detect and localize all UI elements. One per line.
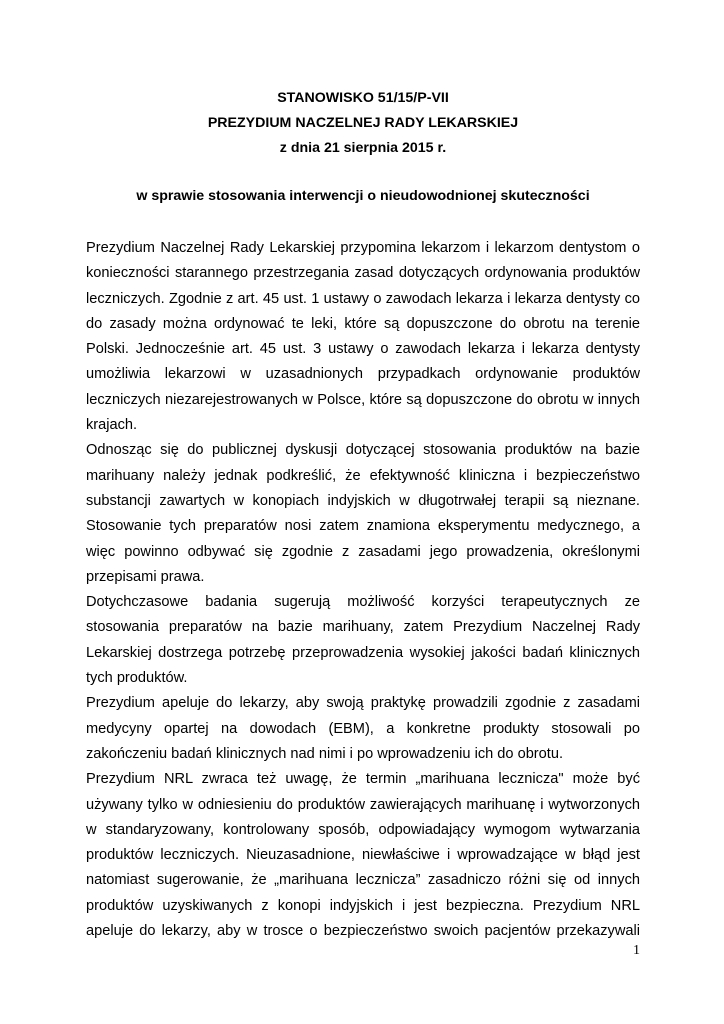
document-date: z dnia 21 sierpnia 2015 r. bbox=[279, 140, 447, 156]
body-line: apeluje do lekarzy, aby w trosce o bezpieczeństwo swoich pacjentów przekazywali bbox=[86, 923, 640, 940]
body-line: leczniczych niezarejestrowanych w Polsce, które są dopuszczone do obrotu w innych bbox=[86, 391, 640, 408]
document-header bbox=[86, 86, 640, 161]
body-line: zakończeniu badań klinicznych nad nimi i po wprowadzeniu ich do obrotu. bbox=[86, 745, 564, 762]
body-line: Dotychczasowe badania sugerują możliwość korzyści terapeutycznych ze bbox=[86, 594, 640, 611]
body-line: Lekarskiej dostrzega potrzebę przeprowadzenia wysokiej jakości badań klinicznych bbox=[86, 644, 640, 661]
body-line: krajach. bbox=[86, 417, 138, 434]
body-line: więc powinno odbywać się zgodnie z zasadami jego prowadzenia, określonymi bbox=[86, 543, 640, 560]
document-number: STANOWISKO 51/15/P-VII bbox=[277, 90, 449, 106]
body-line: Odnosząc się do publicznej dyskusji dotyczącej stosowania produktów na bazie bbox=[86, 442, 640, 459]
body-line: konieczności starannego przestrzegania zasad dotyczących ordynowania produktów bbox=[86, 265, 640, 282]
body-line: Prezydium Naczelnej Rady Lekarskiej przypomina lekarzom i lekarzom dentystom o bbox=[86, 240, 640, 256]
body-line: Stosowanie tych preparatów nosi zatem znamiona eksperymentu medycznego, a bbox=[86, 518, 640, 535]
body-line: produktów uzyskiwanych z konopi indyjskich i jest bezpieczna. Prezydium NRL bbox=[86, 897, 640, 914]
body-line: marihuany należy jednak podkreślić, że efektywność kliniczna i bezpieczeństwo bbox=[86, 467, 640, 484]
body-line: medycyny opartej na dowodach (EBM), a konkretne produkty stosowali po bbox=[86, 720, 640, 737]
body-line: Polski. Jednocześnie art. 45 ust. 3 ustawy o zawodach lekarza i lekarza dentysty bbox=[86, 341, 640, 358]
body-line: do zasady można ordynować te leki, które są dopuszczone do obrotu na terenie bbox=[86, 315, 640, 332]
body-line: umożliwia lekarzowi w uzasadnionych przypadkach ordynowanie produktów bbox=[86, 366, 640, 383]
body-line: substancji zawartych w konopiach indyjskich w długotrwałej terapii są nieznane. bbox=[86, 492, 640, 509]
body-line: tych produktów. bbox=[86, 670, 188, 687]
issuing-body: PREZYDIUM NACZELNEJ RADY LEKARSKIEJ bbox=[207, 115, 519, 131]
body-line: w standaryzowany, kontrolowany sposób, odpowiadający wymogom wytwarzania bbox=[86, 821, 640, 838]
document-subject: w sprawie stosowania interwencji o nieudowodnionej skuteczności bbox=[136, 188, 590, 204]
document-body bbox=[86, 236, 640, 944]
body-line: natomiast sugerowanie, że „marihuana lecznicza” zasadniczo różni się od innych bbox=[86, 872, 640, 889]
body-line: Prezydium NRL zwraca też uwagę, że termin „marihuana lecznicza" może być bbox=[86, 771, 640, 788]
body-line: leczniczych. Zgodnie z art. 45 ust. 1 ustawy o zawodach lekarza i lekarza dentysty co bbox=[86, 290, 640, 307]
body-line: Prezydium apeluje do lekarzy, aby swoją praktykę prowadzili zgodnie z zasadami bbox=[86, 695, 640, 712]
body-line: przepisami prawa. bbox=[86, 568, 205, 585]
body-line: stosowania preparatów na bazie marihuany, zatem Prezydium Naczelnej Rady bbox=[86, 619, 640, 636]
body-line: produktów leczniczych. Nieuzasadnione, niewłaściwe i wprowadzające w błąd jest bbox=[86, 847, 640, 864]
page-number: 1 bbox=[633, 943, 640, 958]
body-line: używany tylko w odniesieniu do produktów zawierających marihuanę i wytworzonych bbox=[86, 796, 640, 813]
